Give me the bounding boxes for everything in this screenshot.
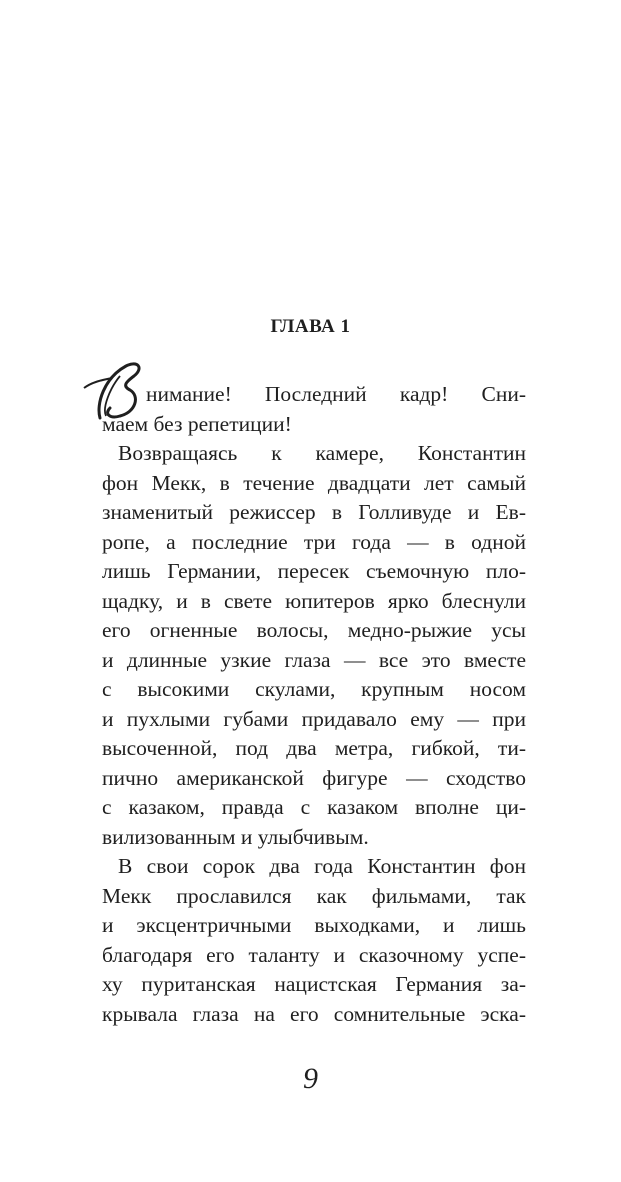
text-line xyxy=(102,380,526,410)
text-line: его огненные волосы, медно-рыжие усы xyxy=(102,618,526,642)
text-line: крывала глаза на его сомнительные эска- xyxy=(102,1001,526,1026)
text-line: и эксцентричными выходками, и лишь xyxy=(102,913,526,937)
text-line: и длинные узкие глаза — все это вместе xyxy=(102,647,526,672)
first-line-text: нимание! Последний кадр! Сни- xyxy=(146,382,526,406)
text-line: пично американской фигуре — сходство xyxy=(102,765,526,790)
text-line: лишь Германии, пересек съемочную пло- xyxy=(102,559,526,583)
body-text xyxy=(102,380,526,1029)
text-line: благодаря его таланту и сказочному успе- xyxy=(102,942,526,967)
text-line: ху пуританская нацистская Германия за- xyxy=(102,972,526,996)
text-line: фон Мекк, в течение двадцати лет самый xyxy=(102,470,526,495)
chapter-title: ГЛАВА 1 xyxy=(270,316,351,337)
text-line: щадку, и в свете юпитеров ярко блеснули xyxy=(102,588,526,613)
text-line: Возвращаясь к камере, Константин xyxy=(118,441,526,465)
text-line: с казаком, правда с казаком вполне ци- xyxy=(102,795,526,819)
text-line: ропе, а последние три года — в одной xyxy=(102,529,526,554)
text-line: Мекк прославился как фильмами, так xyxy=(102,883,526,908)
text-line: высоченной, под два метра, гибкой, ти- xyxy=(102,736,526,760)
text-line: маем без репетиции! xyxy=(102,411,292,436)
text-line: с высокими скулами, крупным носом xyxy=(102,677,526,701)
text-line: вилизованным и улыбчивым. xyxy=(102,824,369,849)
page-number: 9 xyxy=(303,1062,318,1095)
text-line: и пухлыми губами придавало ему — при xyxy=(102,706,526,731)
dropcap-letter xyxy=(82,358,146,422)
text-line: В свои сорок два года Константин фон xyxy=(118,854,526,878)
text-line: знаменитый режиссер в Голливуде и Ев- xyxy=(102,500,526,524)
